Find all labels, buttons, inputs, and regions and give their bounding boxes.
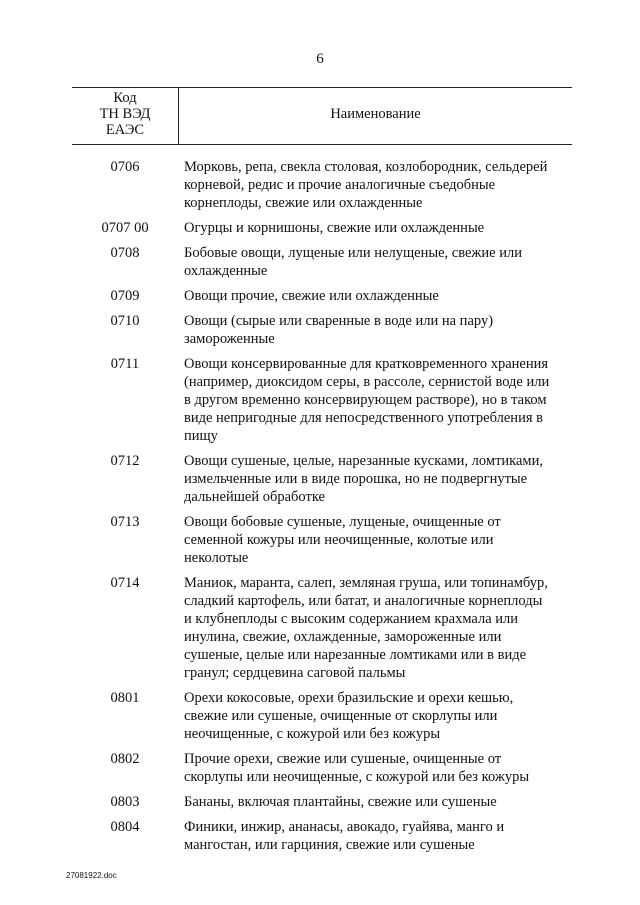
row-code: 0707 00 — [101, 220, 149, 236]
row-name: Огурцы и корнишоны, свежие или охлажденные — [184, 220, 485, 236]
table-header — [72, 87, 572, 145]
row-code: 0714 — [110, 575, 140, 591]
row-name: Морковь, репа, свекла столовая, козлобородник, сельдерей корневой, редис и прочие аналогичные съедобные корнеплоды, свежие или охлажденные — [184, 159, 548, 211]
file-name-footer: 27081922.doc — [66, 871, 117, 880]
row-code: 0804 — [110, 819, 140, 835]
row-code: 0709 — [110, 288, 140, 304]
row-name: Прочие орехи, свежие или сушеные, очищенные от скорлупы или неочищенные, с кожурой или без кожуры — [184, 751, 530, 785]
table-row — [72, 689, 572, 743]
row-code: 0706 — [110, 159, 140, 175]
row-code: 0801 — [110, 690, 140, 706]
table-row — [72, 452, 572, 506]
row-code: 0802 — [110, 751, 140, 767]
table-row — [72, 158, 572, 212]
row-name: Финики, инжир, ананасы, авокадо, гуайява, манго и мангостан, или гарциния, свежие или сушеные — [184, 819, 505, 853]
row-code: 0710 — [110, 313, 140, 329]
table-row — [72, 750, 572, 786]
table-row — [72, 355, 572, 445]
row-code: 0711 — [110, 356, 140, 372]
row-name: Овощи прочие, свежие или охлажденные — [184, 288, 439, 304]
row-code: 0713 — [110, 514, 140, 530]
table-row — [72, 287, 572, 305]
row-name: Бобовые овощи, лущеные или нелущеные, свежие или охлажденные — [184, 245, 523, 279]
table-row — [72, 219, 572, 237]
name-column-header: Наименование — [330, 106, 421, 122]
code-column-header: Код ТН ВЭД ЕАЭС — [99, 90, 151, 138]
page-number: 6 — [316, 51, 324, 67]
table-row — [72, 574, 572, 682]
table-row — [72, 513, 572, 567]
table-row — [72, 244, 572, 280]
row-name: Орехи кокосовые, орехи бразильские и орехи кешью, свежие или сушеные, очищенные от скорлупы или неочищенные, с кожурой или без кожуры — [184, 690, 514, 742]
row-name: Овощи бобовые сушеные, лущеные, очищенные от семенной кожуры или неочищенные, колотые или неколотые — [184, 514, 501, 566]
row-code: 0712 — [110, 453, 140, 469]
row-name: Бананы, включая плантайны, свежие или сушеные — [184, 794, 497, 810]
row-name: Овощи консервированные для кратковременного хранения (например, диоксидом серы, в рассоле, сернистой воде или в другом временно консервирующем растворе), но в таком виде непригодные для непосредственного употребления в пищу — [184, 356, 550, 444]
row-code: 0803 — [110, 794, 140, 810]
table-body — [72, 158, 572, 861]
row-name: Овощи сушеные, целые, нарезанные кусками, ломтиками, измельченные или в виде порошка, но не подвергнутые дальнейшей обработке — [184, 453, 543, 505]
row-code: 0708 — [110, 245, 140, 261]
row-name: Овощи (сырые или сваренные в воде или на пару) замороженные — [184, 313, 494, 347]
table-row — [72, 312, 572, 348]
row-name: Маниок, маранта, салеп, земляная груша, или топинамбур, сладкий картофель, или батат, и аналогичные корнеплоды и клубнеплоды с высоким содержанием крахмала или инулина, свежие, охлажденные, замороженные или сушеные, целые или нарезанные ломтиками или в виде гранул; сердцевина саговой пальмы — [184, 575, 548, 681]
table-row — [72, 818, 572, 854]
table-row — [72, 793, 572, 811]
